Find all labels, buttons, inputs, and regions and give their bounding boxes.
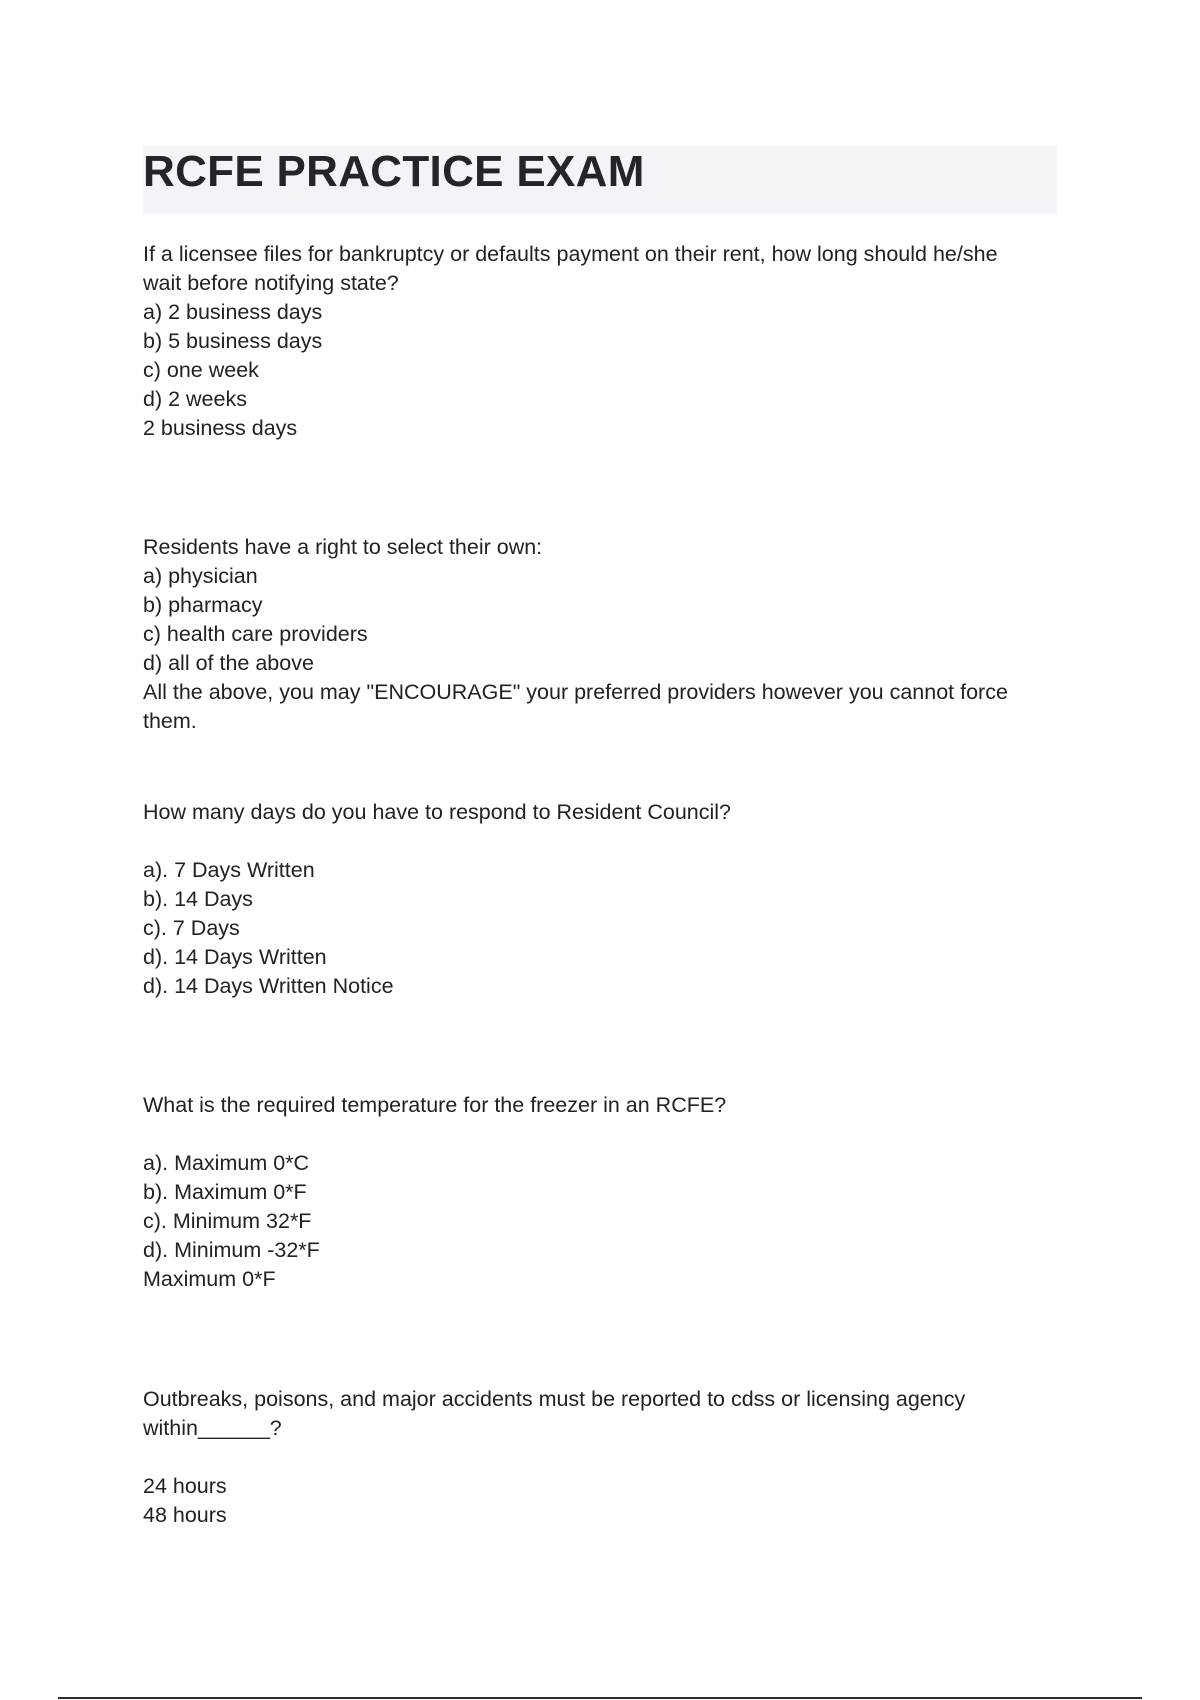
question-2-option-d: d) all of the above: [143, 651, 314, 675]
question-5: [143, 1385, 1043, 1530]
question-2-option-a: a) physician: [143, 564, 258, 588]
question-1: [143, 240, 1043, 443]
question-5-option-2: 48 hours: [143, 1503, 227, 1527]
question-3: [143, 798, 1043, 1001]
page-bottom-rule: [58, 1697, 1142, 1699]
question-3-text: How many days do you have to respond to Resident Council?: [143, 800, 732, 824]
spacer: [143, 1120, 1043, 1149]
question-5-option-1: 24 hours: [143, 1474, 227, 1498]
spacer: [143, 1443, 1043, 1472]
question-3-option-a: a). 7 Days Written: [143, 858, 315, 882]
question-4-text: What is the required temperature for the freezer in an RCFE?: [143, 1093, 727, 1117]
title-banner: [143, 146, 1057, 214]
question-2-text: Residents have a right to select their own:: [143, 535, 543, 559]
question-4-option-d: d). Minimum -32*F: [143, 1238, 320, 1262]
question-4-option-b: b). Maximum 0*F: [143, 1180, 307, 1204]
question-5-text: Outbreaks, poisons, and major accidents must be reported to cdss or licensing agency within______?: [143, 1387, 966, 1440]
page-title: RCFE PRACTICE EXAM: [143, 147, 645, 196]
question-1-option-d: d) 2 weeks: [143, 387, 247, 411]
spacer: [143, 827, 1043, 856]
question-3-answer: d). 14 Days Written Notice: [143, 974, 394, 998]
question-4: [143, 1091, 1043, 1294]
question-1-option-b: b) 5 business days: [143, 329, 323, 353]
question-3-option-c: c). 7 Days: [143, 916, 240, 940]
question-4-option-c: c). Minimum 32*F: [143, 1209, 312, 1233]
question-2: [143, 533, 1043, 736]
question-2-option-c: c) health care providers: [143, 622, 368, 646]
question-4-answer: Maximum 0*F: [143, 1267, 276, 1291]
question-4-option-a: a). Maximum 0*C: [143, 1151, 310, 1175]
question-2-option-b: b) pharmacy: [143, 593, 263, 617]
question-1-text: If a licensee files for bankruptcy or defaults payment on their rent, how long should he/she wait before notifying state?: [143, 242, 998, 295]
question-1-option-a: a) 2 business days: [143, 300, 323, 324]
question-1-option-c: c) one week: [143, 358, 259, 382]
question-3-option-d: d). 14 Days Written: [143, 945, 327, 969]
question-1-answer: 2 business days: [143, 416, 298, 440]
question-2-answer: All the above, you may "ENCOURAGE" your preferred providers however you cannot force them.: [143, 680, 1008, 733]
question-3-option-b: b). 14 Days: [143, 887, 253, 911]
